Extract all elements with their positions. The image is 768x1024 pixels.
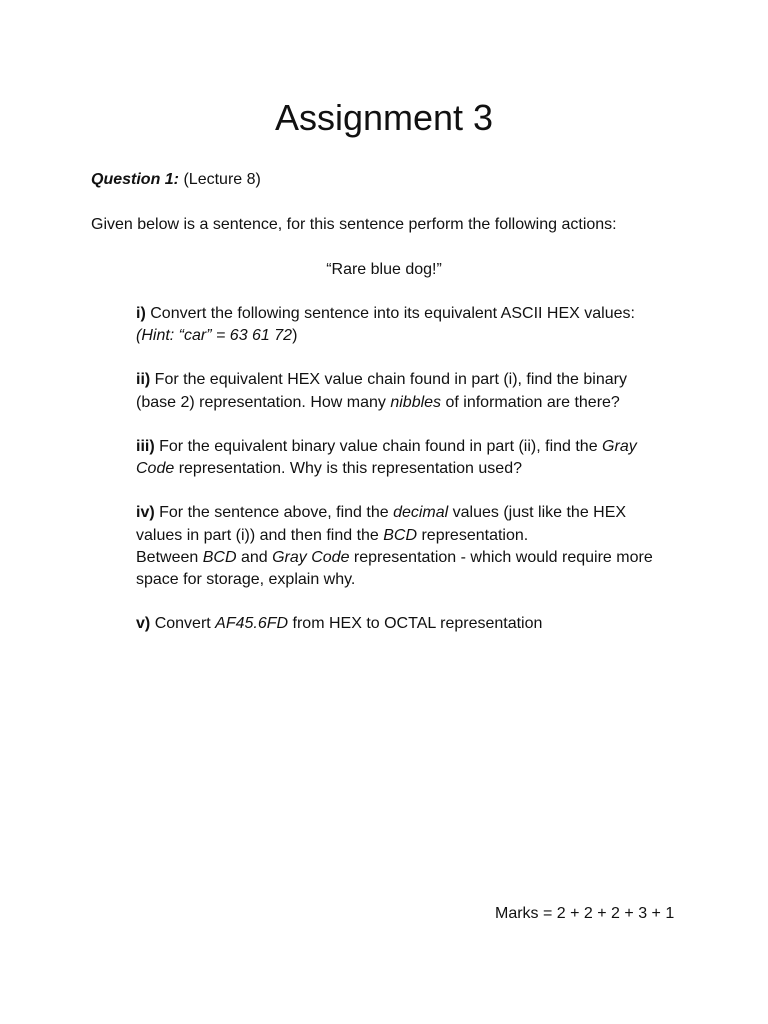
part-ii-emphasis: nibbles: [390, 394, 442, 411]
part-ii-marker: ii): [136, 371, 151, 388]
part-iv-line-3: [136, 547, 653, 569]
part-i-line-1: [136, 303, 635, 325]
part-iv-marker: iv): [136, 504, 155, 521]
part-v-marker: v): [136, 615, 151, 632]
part-v-line-1: [136, 613, 542, 635]
part-iii-text-1a: For the equivalent binary value chain found in part (ii), find the: [159, 438, 603, 455]
part-iii-emphasis-2: Code: [136, 460, 175, 477]
part-iv-line-1: [136, 502, 626, 524]
part-iv-text-1b: values (just like the HEX: [448, 504, 627, 521]
quoted-sentence: “Rare blue dog!”: [326, 261, 442, 278]
part-iv-text-2b: representation.: [417, 527, 529, 544]
part-ii-text-2a: (base 2) representation. How many: [136, 394, 391, 411]
question-label: Question 1:: [91, 171, 180, 188]
part-v-text-b: from HEX to OCTAL representation: [288, 615, 543, 632]
part-iv-text-3a: Between: [136, 549, 203, 566]
part-iv-emphasis-4: Gray Code: [272, 549, 350, 566]
question-intro: Given below is a sentence, for this sentence perform the following actions:: [91, 216, 617, 233]
part-ii-line-1: [136, 369, 627, 391]
part-i-hint-close: ): [292, 327, 298, 344]
part-ii-text-2b: of information are there?: [441, 394, 620, 411]
part-i-hint: [136, 325, 297, 347]
page-title: Assignment 3: [274, 97, 494, 138]
part-iv-text-3c: representation - which would require more: [349, 549, 653, 566]
part-iv-emphasis-3: BCD: [202, 549, 237, 566]
part-iii-marker: iii): [136, 438, 155, 455]
part-i-hint-text: (Hint: “car” = 63 61 72: [136, 327, 293, 344]
part-ii-text-1: For the equivalent HEX value chain found in part (i), find the binary: [154, 371, 627, 388]
part-iv-line-2: [136, 525, 528, 547]
part-ii-line-2: [136, 392, 620, 414]
part-v-emphasis: AF45.6FD: [215, 615, 289, 632]
part-iii-emphasis-1: Gray: [602, 438, 637, 455]
part-i-text: Convert the following sentence into its equivalent ASCII HEX values:: [150, 305, 635, 322]
question-heading: [91, 169, 261, 191]
part-iv-emphasis-1: decimal: [393, 504, 449, 521]
part-iv-text-3b: and: [236, 549, 273, 566]
part-iv-text-2a: values in part (i)) and then find the: [136, 527, 384, 544]
part-iii-line-2: [136, 458, 522, 480]
lecture-reference: (Lecture 8): [183, 171, 261, 188]
part-iv-line-4: space for storage, explain why.: [136, 571, 356, 588]
part-i-marker: i): [136, 305, 146, 322]
part-iii-text-2b: representation. Why is this representation used?: [174, 460, 522, 477]
part-iv-text-1a: For the sentence above, find the: [159, 504, 394, 521]
marks-breakdown: Marks = 2 + 2 + 2 + 3 + 1: [495, 905, 675, 922]
part-iv-emphasis-2: BCD: [383, 527, 418, 544]
part-v-text-a: Convert: [154, 615, 216, 632]
part-iii-line-1: [136, 436, 637, 458]
